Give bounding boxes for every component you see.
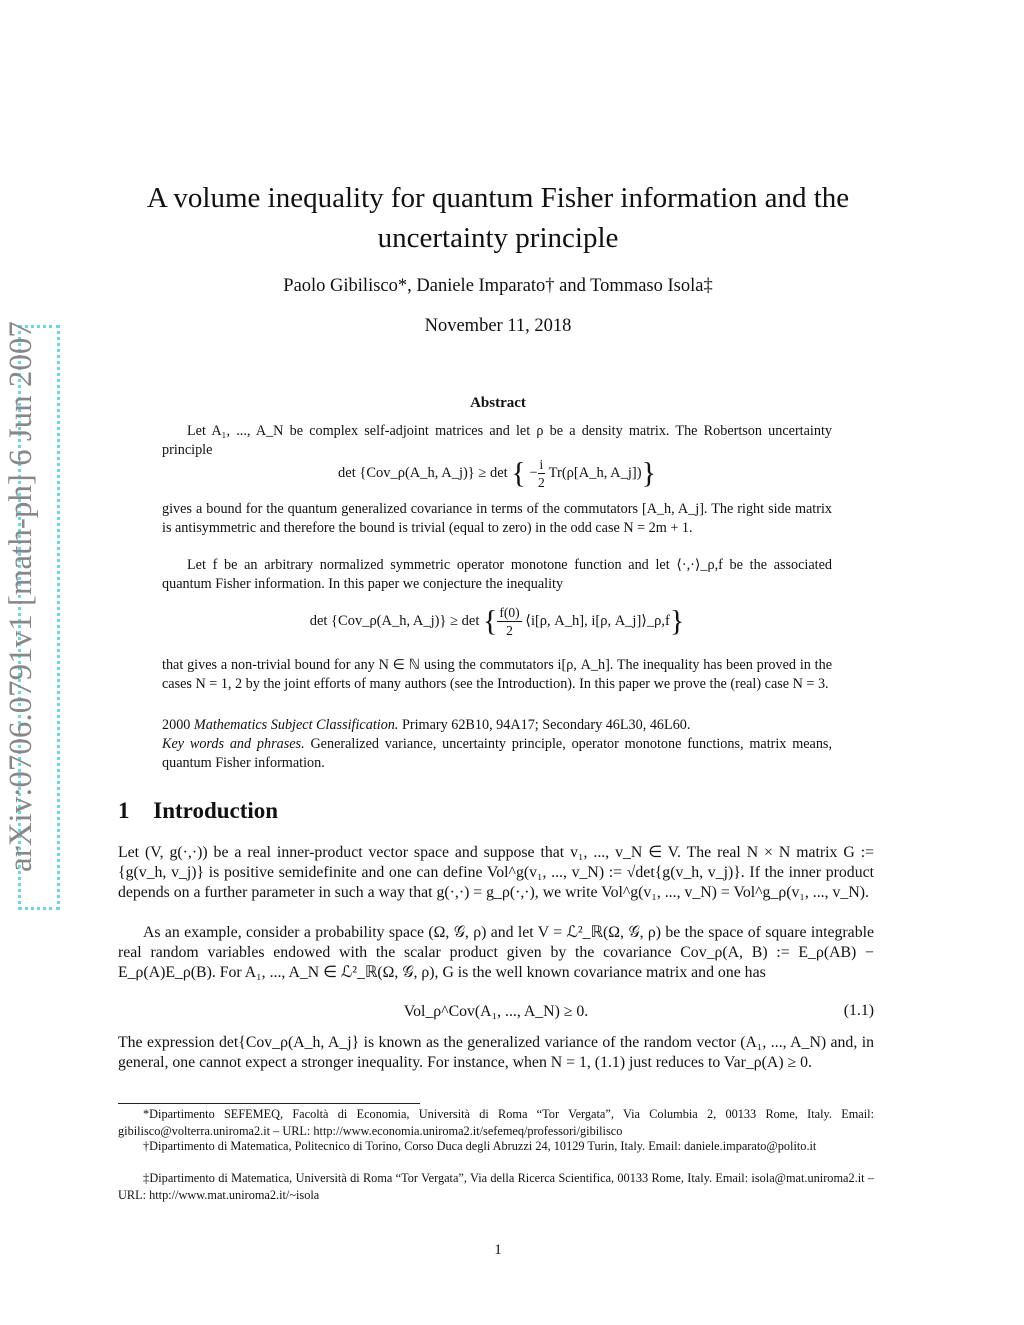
intro-paragraph-2: As an example, consider a probability space (Ω, 𝒢, ρ) and let V = ℒ²_ℝ(Ω, 𝒢, ρ) be the space of square integrable real random variables endowed with the scalar product given by the covariance Cov_ρ(A, B) := E_ρ(AB) − E_ρ(A)E_ρ(B). For A₁, ..., A_N ∈ ℒ²_ℝ(Ω, 𝒢, ρ), G is the well known covariance matrix and one has [118, 924, 874, 981]
keywords-label: Key words and phrases. [162, 736, 305, 752]
abstract-paragraph-3: Let f be an arbitrary normalized symmetric operator monotone function and let ⟨·,·⟩_ρ,f be the associated quantum Fisher information. In this paper we conjecture the inequality [162, 557, 832, 592]
authors: Paolo Gibilisco*, Daniele Imparato† and Tommaso Isola‡ [283, 276, 713, 296]
footnote-rule [118, 1103, 420, 1104]
equation-1-1: Vol_ρ^Cov(A₁, ..., A_N) ≥ 0. [403, 1003, 589, 1020]
page-number: 1 [494, 1242, 502, 1258]
abstract-paragraph-1: Let A₁, ..., A_N be complex self-adjoint matrices and let ρ be a density matrix. The Robertson uncertainty principle [162, 423, 832, 458]
section-number: 1 [118, 798, 130, 823]
title-line-2: uncertainty principle [377, 222, 619, 254]
abstract-paragraph-4: that gives a non-trivial bound for any N ∈ ℕ using the commutators i[ρ, A_h]. The inequality has been proved in the cases N = 1, 2 by the joint efforts of many authors (see the Introduction). In this paper we prove the (real) case N = 3. [162, 657, 832, 692]
msc-label: Mathematics Subject Classification. [193, 717, 399, 733]
eq2-right: ⟨i[ρ, A_h], i[ρ, A_j]⟩_ρ,f [525, 612, 670, 629]
equation-robertson: det {Cov_ρ(A_h, A_j)} ≥ det { − $\frac{i}{2}$ Tr(ρ[A_h, A_j])} [338, 456, 656, 490]
eq2-frac-num: f(0) [499, 605, 520, 620]
footnote-3: ‡Dipartimento di Matematica, Università di Roma “Tor Vergata”, Via della Ricerca Scientifica, 00133 Rome, Italy. Email: isola@mat.uniroma2.it – URL: http://www.mat.uniroma2.it/~isola [118, 1171, 874, 1202]
footnote-2: †Dipartimento di Matematica, Politecnico di Torino, Corso Duca degli Abruzzi 24, 10129 Turin, Italy. Email: daniele.imparato@polito.it [143, 1139, 817, 1153]
keywords [162, 735, 832, 773]
equation-conjecture: det {Cov_ρ(A_h, A_j)} ≥ det { $\frac{f(0)}{2}$ ⟨i[ρ, A_h], i[ρ, A_j]⟩_ρ,f} [309, 604, 685, 638]
equation-number: (1.1) [843, 1002, 874, 1019]
arxiv-stamp: arXiv:0706.0791v1 [math-ph] 6 Jun 2007 [3, 321, 39, 872]
msc-text: Primary 62B10, 94A17; Secondary 46L30, 46L60. [401, 717, 691, 733]
msc-classification [162, 716, 832, 735]
keywords-text: Generalized variance, uncertainty principle, operator monotone functions, matrix means, quantum Fisher information. [162, 736, 832, 771]
abstract-heading: Abstract [470, 395, 526, 411]
intro-paragraph-3: The expression det{Cov_ρ(A_h, A_j} is known as the generalized variance of the random vector (A₁, ..., A_N) and, in general, one cannot expect a stronger inequality. For instance, when N = 1, (1.1) just reduces to Var_ρ(A) ≥ 0. [118, 1034, 874, 1071]
section-heading [118, 798, 278, 824]
msc-prefix: 2000 [162, 717, 191, 733]
eq1-frac-num: i [539, 457, 544, 472]
date: November 11, 2018 [424, 316, 572, 336]
eq2-left: det {Cov_ρ(A_h, A_j)} ≥ det [309, 612, 480, 629]
section-title: Introduction [153, 798, 279, 823]
eq1-right: Tr(ρ[A_h, A_j]) [548, 464, 642, 481]
eq2-frac-den: 2 [506, 623, 513, 638]
title-line-1: A volume inequality for quantum Fisher information and the [146, 182, 850, 214]
eq1-frac-den: 2 [538, 475, 545, 490]
paper-title [118, 178, 878, 258]
intro-paragraph-1: Let (V, g(·,·)) be a real inner-product vector space and suppose that v₁, ..., v_N ∈ V. The real N × N matrix G := {g(v_h, v_j)} is positive semidefinite and one can define Vol^g(v₁, ..., v_N) := √det{g(v_h, v_j)}. If the inner product depends on a further parameter in such a way that g(·,·) = g_ρ(·,·), we write Vol^g(v₁, ..., v_N) = Vol^g_ρ(v₁, ..., v_N). [118, 844, 874, 901]
eq1-left: det {Cov_ρ(A_h, A_j)} ≥ det [338, 464, 508, 481]
abstract-paragraph-2: gives a bound for the quantum generalized covariance in terms of the commutators [A_h, A_j]. The right side matrix is antisymmetric and therefore the bound is trivial (equal to zero) in the odd case N = 2m + 1. [162, 501, 832, 536]
footnote-1: *Dipartimento SEFEMEQ, Facoltà di Economia, Università di Roma “Tor Vergata”, Via Columbia 2, 00133 Rome, Italy. Email: gibilisco@volterra.uniroma2.it – URL: http://www.economia.uniroma2.it/sefemeq/professori/gibilisco [118, 1107, 874, 1138]
